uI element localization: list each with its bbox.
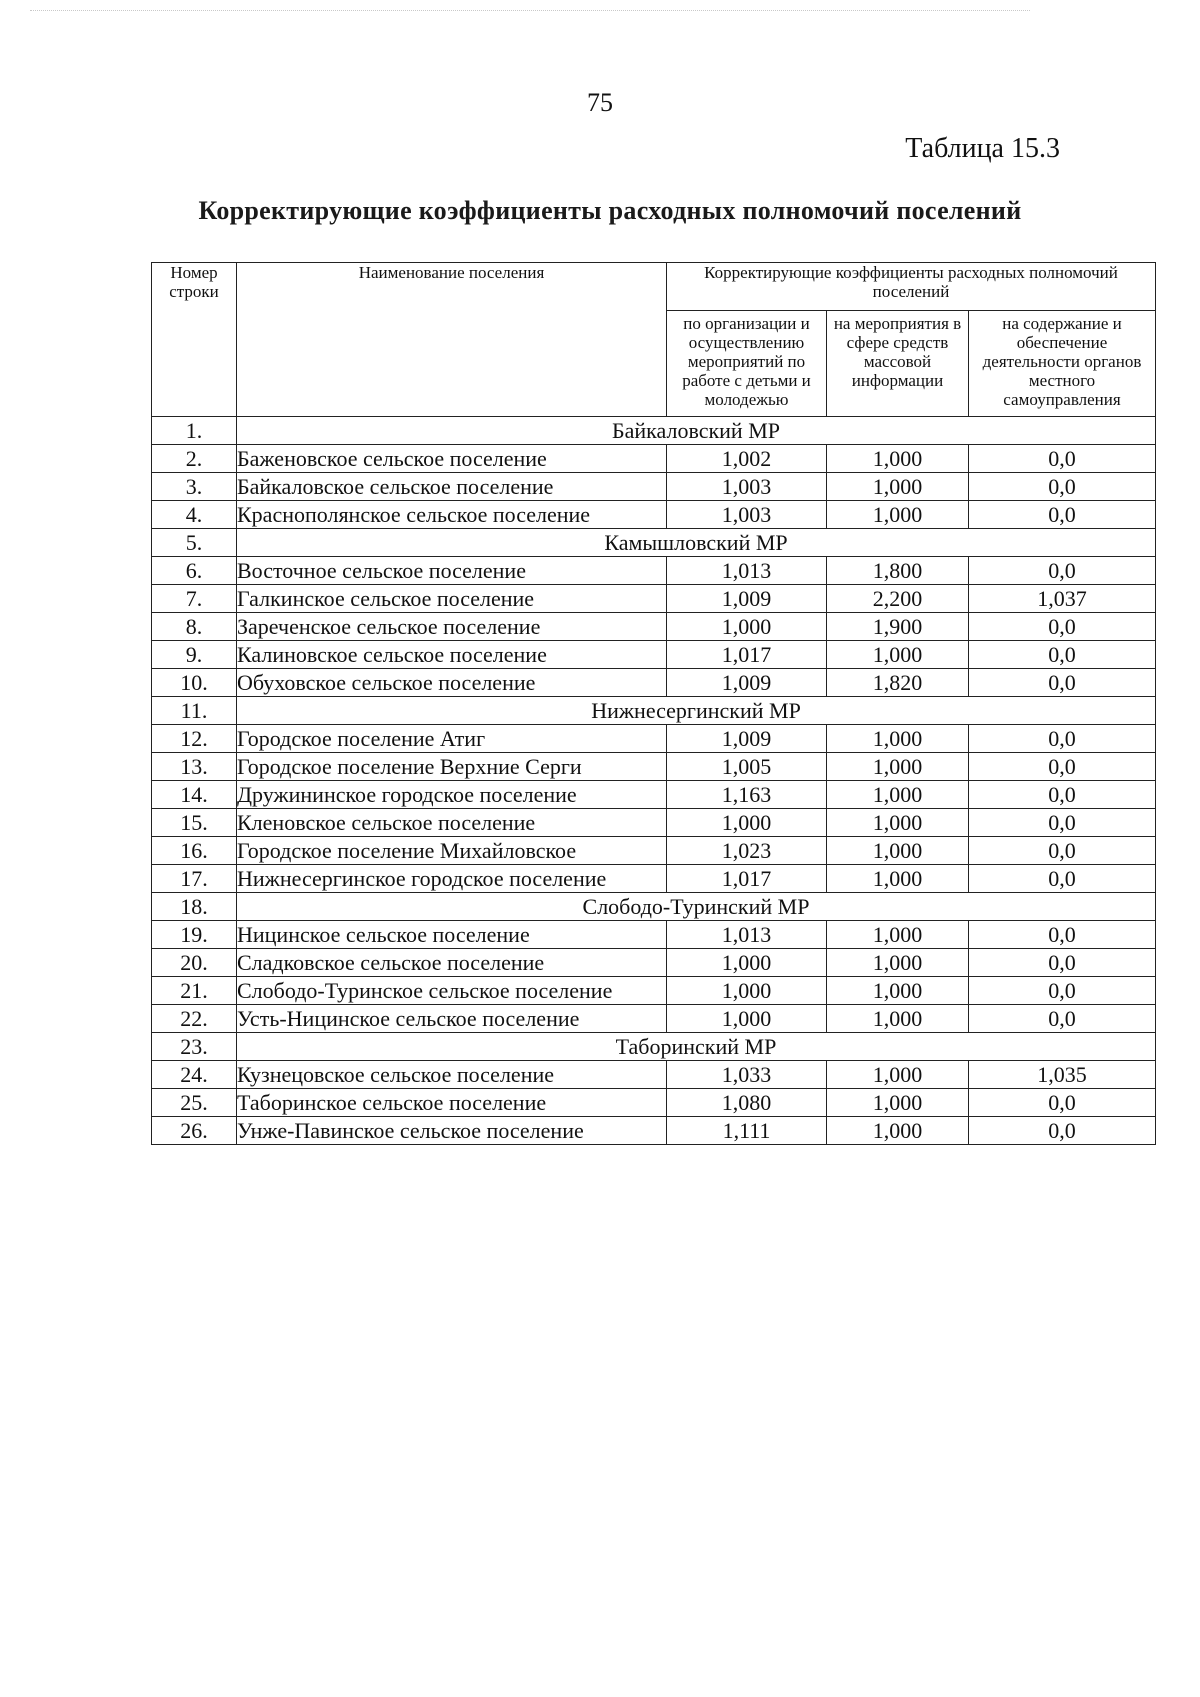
- settlement-name: Калиновское сельское поселение: [237, 641, 667, 669]
- coef-youth: 1,013: [667, 557, 827, 585]
- table-row: [152, 473, 1156, 501]
- row-number: 26.: [152, 1117, 237, 1145]
- group-row: [152, 893, 1156, 921]
- coef-youth: 1,009: [667, 585, 827, 613]
- coef-media: 1,000: [827, 501, 969, 529]
- table-row: [152, 445, 1156, 473]
- coef-government: 0,0: [969, 977, 1156, 1005]
- header-col-media: на мероприятия в сфере средств массовой информации: [827, 311, 969, 417]
- district-name: Таборинский МР: [237, 1033, 1156, 1061]
- coef-media: 1,000: [827, 949, 969, 977]
- coef-media: 1,000: [827, 1117, 969, 1145]
- coef-youth: 1,000: [667, 977, 827, 1005]
- coef-youth: 1,080: [667, 1089, 827, 1117]
- table-row: [152, 725, 1156, 753]
- coef-media: 1,000: [827, 753, 969, 781]
- row-number: 14.: [152, 781, 237, 809]
- coef-youth: 1,023: [667, 837, 827, 865]
- district-name: Камышловский МР: [237, 529, 1156, 557]
- coef-youth: 1,003: [667, 501, 827, 529]
- coef-youth: 1,009: [667, 725, 827, 753]
- coef-youth: 1,000: [667, 613, 827, 641]
- coef-government: 0,0: [969, 1005, 1156, 1033]
- row-number: 11.: [152, 697, 237, 725]
- table-row: [152, 585, 1156, 613]
- coef-youth: 1,017: [667, 865, 827, 893]
- table-row: [152, 1061, 1156, 1089]
- coef-government: 0,0: [969, 725, 1156, 753]
- coef-media: 1,000: [827, 977, 969, 1005]
- table-row: [152, 837, 1156, 865]
- row-number: 6.: [152, 557, 237, 585]
- table-row: [152, 1005, 1156, 1033]
- settlement-name: Городское поселение Верхние Серги: [237, 753, 667, 781]
- group-row: [152, 417, 1156, 445]
- settlement-name: Городское поселение Атиг: [237, 725, 667, 753]
- coef-media: 1,800: [827, 557, 969, 585]
- table-label: Таблица 15.3: [905, 133, 1060, 164]
- row-number: 24.: [152, 1061, 237, 1089]
- coef-media: 1,000: [827, 921, 969, 949]
- district-name: Слободо-Туринский МР: [237, 893, 1156, 921]
- settlement-name: Унже-Павинское сельское поселение: [237, 1117, 667, 1145]
- group-row: [152, 697, 1156, 725]
- row-number: 16.: [152, 837, 237, 865]
- header-col-youth: по организации и осуществлению мероприятий по работе с детьми и молодежью: [667, 311, 827, 417]
- coef-youth: 1,005: [667, 753, 827, 781]
- coef-media: 1,000: [827, 837, 969, 865]
- coef-media: 1,900: [827, 613, 969, 641]
- row-number: 10.: [152, 669, 237, 697]
- row-number: 20.: [152, 949, 237, 977]
- group-row: [152, 1033, 1156, 1061]
- coef-youth: 1,009: [667, 669, 827, 697]
- row-number: 18.: [152, 893, 237, 921]
- row-number: 25.: [152, 1089, 237, 1117]
- coef-youth: 1,033: [667, 1061, 827, 1089]
- settlement-name: Баженовское сельское поселение: [237, 445, 667, 473]
- row-number: 8.: [152, 613, 237, 641]
- coef-media: 2,200: [827, 585, 969, 613]
- coef-media: 1,000: [827, 1089, 969, 1117]
- row-number: 3.: [152, 473, 237, 501]
- coef-government: 1,035: [969, 1061, 1156, 1089]
- coef-government: 0,0: [969, 613, 1156, 641]
- coef-government: 0,0: [969, 557, 1156, 585]
- coef-media: 1,000: [827, 781, 969, 809]
- settlement-name: Кузнецовское сельское поселение: [237, 1061, 667, 1089]
- table-row: [152, 557, 1156, 585]
- settlement-name: Слободо-Туринское сельское поселение: [237, 977, 667, 1005]
- coef-youth: 1,017: [667, 641, 827, 669]
- coef-youth: 1,003: [667, 473, 827, 501]
- coef-government: 0,0: [969, 669, 1156, 697]
- row-number: 12.: [152, 725, 237, 753]
- coef-youth: 1,111: [667, 1117, 827, 1145]
- coef-government: 0,0: [969, 501, 1156, 529]
- district-name: Байкаловский МР: [237, 417, 1156, 445]
- settlement-name: Дружининское городское поселение: [237, 781, 667, 809]
- settlement-name: Таборинское сельское поселение: [237, 1089, 667, 1117]
- settlement-name: Галкинское сельское поселение: [237, 585, 667, 613]
- coef-youth: 1,163: [667, 781, 827, 809]
- coef-government: 0,0: [969, 445, 1156, 473]
- table-row: [152, 501, 1156, 529]
- coef-media: 1,000: [827, 725, 969, 753]
- coef-youth: 1,000: [667, 809, 827, 837]
- row-number: 9.: [152, 641, 237, 669]
- settlement-name: Городское поселение Михайловское: [237, 837, 667, 865]
- table-row: [152, 1089, 1156, 1117]
- settlement-name: Зареченское сельское поселение: [237, 613, 667, 641]
- coef-government: 0,0: [969, 865, 1156, 893]
- table-row: [152, 669, 1156, 697]
- coef-youth: 1,013: [667, 921, 827, 949]
- settlement-name: Кленовское сельское поселение: [237, 809, 667, 837]
- table-row: [152, 865, 1156, 893]
- table-row: [152, 641, 1156, 669]
- row-number: 23.: [152, 1033, 237, 1061]
- settlement-name: Обуховское сельское поселение: [237, 669, 667, 697]
- coef-government: 0,0: [969, 949, 1156, 977]
- group-row: [152, 529, 1156, 557]
- settlement-name: Восточное сельское поселение: [237, 557, 667, 585]
- coef-government: 0,0: [969, 641, 1156, 669]
- coef-media: 1,000: [827, 809, 969, 837]
- coef-youth: 1,002: [667, 445, 827, 473]
- settlement-name: Усть-Ницинское сельское поселение: [237, 1005, 667, 1033]
- header-row-number: Номер строки: [152, 263, 237, 417]
- row-number: 1.: [152, 417, 237, 445]
- table-row: [152, 977, 1156, 1005]
- table-row: [152, 809, 1156, 837]
- page-number: 75: [587, 88, 613, 117]
- row-number: 15.: [152, 809, 237, 837]
- settlement-name: Краснополянское сельское поселение: [237, 501, 667, 529]
- coef-youth: 1,000: [667, 949, 827, 977]
- coef-government: 0,0: [969, 809, 1156, 837]
- coef-government: 0,0: [969, 921, 1156, 949]
- table-row: [152, 613, 1156, 641]
- row-number: 4.: [152, 501, 237, 529]
- header-settlement-name: Наименование поселения: [237, 263, 667, 417]
- coef-government: 0,0: [969, 473, 1156, 501]
- header-coefficients-group: Корректирующие коэффициенты расходных полномочий поселений: [667, 263, 1156, 311]
- coef-media: 1,820: [827, 669, 969, 697]
- row-number: 2.: [152, 445, 237, 473]
- row-number: 21.: [152, 977, 237, 1005]
- coef-government: 1,037: [969, 585, 1156, 613]
- coef-government: 0,0: [969, 1117, 1156, 1145]
- table-body: [152, 417, 1156, 1145]
- row-number: 7.: [152, 585, 237, 613]
- settlement-name: Ницинское сельское поселение: [237, 921, 667, 949]
- coef-media: 1,000: [827, 641, 969, 669]
- row-number: 5.: [152, 529, 237, 557]
- document-title: Корректирующие коэффициенты расходных полномочий поселений: [198, 196, 1022, 225]
- table-header: [152, 263, 1156, 417]
- coef-government: 0,0: [969, 753, 1156, 781]
- coef-government: 0,0: [969, 781, 1156, 809]
- coef-government: 0,0: [969, 1089, 1156, 1117]
- row-number: 22.: [152, 1005, 237, 1033]
- table-row: [152, 753, 1156, 781]
- header-col-government: на содержание и обеспечение деятельности органов местного самоуправления: [969, 311, 1156, 417]
- table-row: [152, 781, 1156, 809]
- district-name: Нижнесергинский МР: [237, 697, 1156, 725]
- coef-media: 1,000: [827, 445, 969, 473]
- settlement-name: Сладковское сельское поселение: [237, 949, 667, 977]
- table-row: [152, 921, 1156, 949]
- table-row: [152, 949, 1156, 977]
- settlement-name: Байкаловское сельское поселение: [237, 473, 667, 501]
- row-number: 19.: [152, 921, 237, 949]
- coef-government: 0,0: [969, 837, 1156, 865]
- coef-media: 1,000: [827, 865, 969, 893]
- settlement-name: Нижнесергинское городское поселение: [237, 865, 667, 893]
- page-top-rule: [30, 10, 1030, 11]
- coef-youth: 1,000: [667, 1005, 827, 1033]
- table-row: [152, 1117, 1156, 1145]
- row-number: 17.: [152, 865, 237, 893]
- coef-media: 1,000: [827, 1061, 969, 1089]
- coef-media: 1,000: [827, 1005, 969, 1033]
- row-number: 13.: [152, 753, 237, 781]
- coefficients-table: [151, 262, 1156, 1145]
- coef-media: 1,000: [827, 473, 969, 501]
